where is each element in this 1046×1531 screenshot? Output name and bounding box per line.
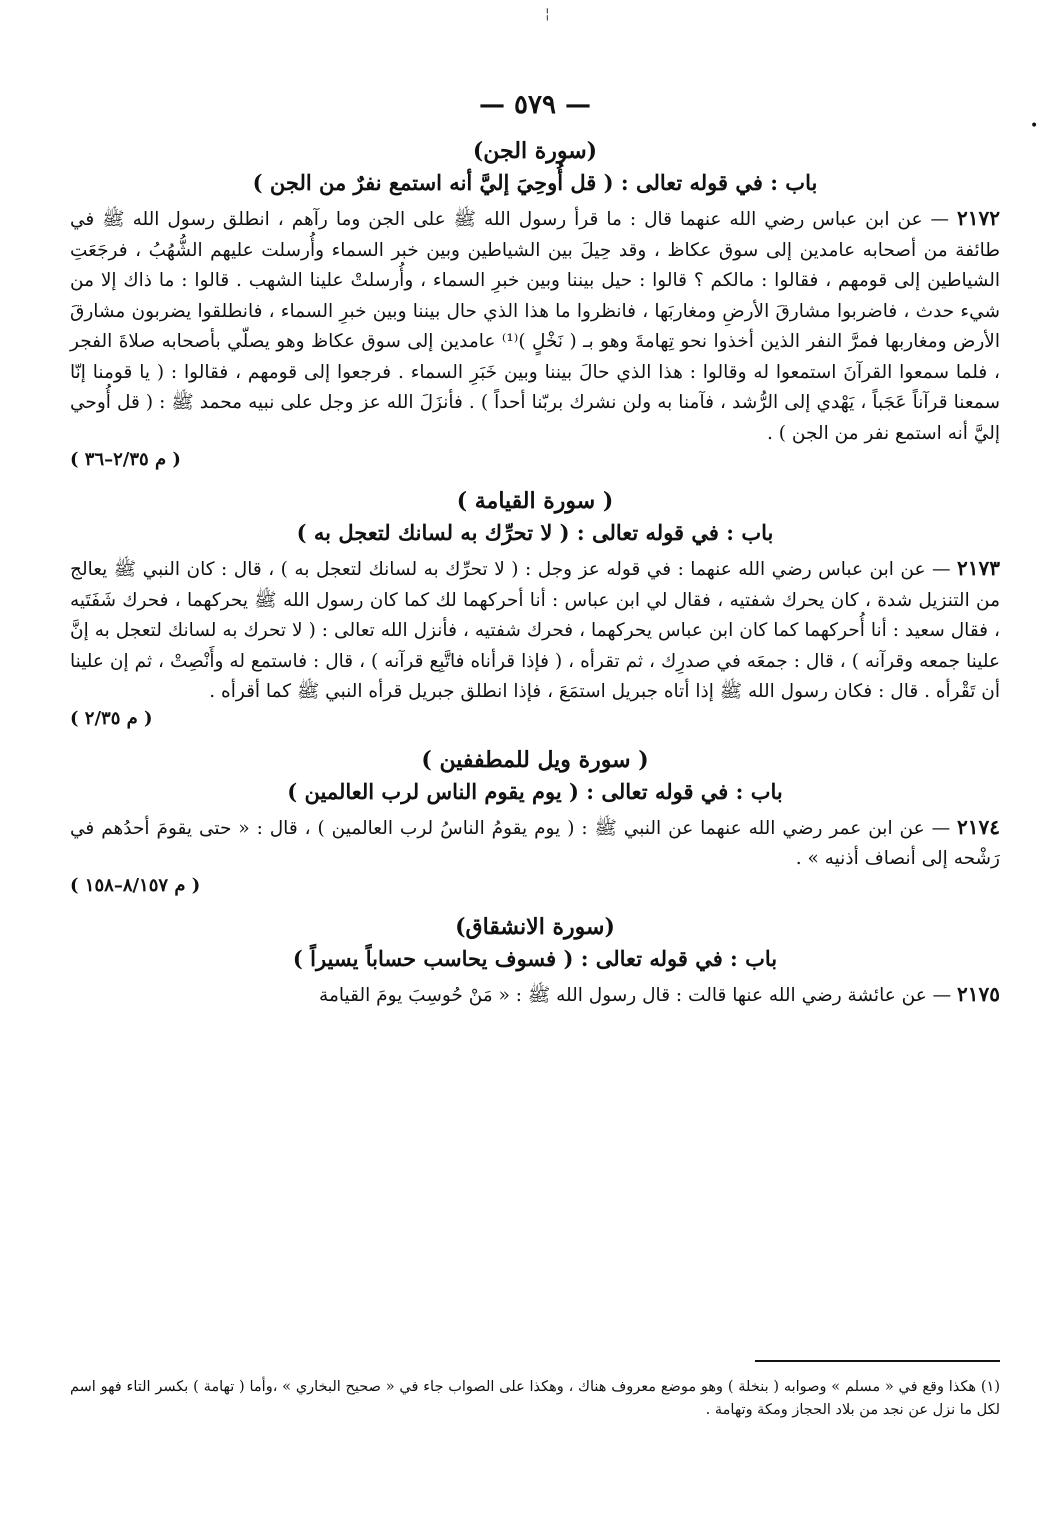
bab-title: باب : في قوله تعالى : ( قل أُوحِيَ إليَّ أنه استمع نفرٌ من الجن )	[252, 170, 818, 195]
hadith-reference: ( م ٨/١٥٧–١٥٨ )	[70, 874, 201, 896]
section-surah-inshiqaq	[70, 914, 1000, 1012]
hadith-reference: ( م ٢/٣٥–٣٦ )	[70, 449, 181, 470]
footnotes	[70, 1360, 1000, 1422]
hadith-number: ٢١٧٥	[957, 981, 1000, 1006]
edge-mark: •	[1030, 118, 1039, 134]
section-surah-mutaffifin	[70, 747, 1000, 896]
hadith-paragraph	[70, 812, 1000, 875]
hadith-text: — عن عائشة رضي الله عنها قالت : قال رسول الله ﷺ : « مَنْ حُوسِبَ يومَ القيامة	[319, 984, 952, 1006]
footnote-text: (١) هكذا وقع في « مسلم » وصوابه ( بنخلة ) وهو موضع معروف هناك ، وهكذا على الصواب جاء في « صحيح البخاري » ،وأما ( تهامة ) بكسر التاء فهو اسم لكل ما نزل عن نجد من بلاد الحجاز ومكة وتهامة .	[70, 1379, 1000, 1418]
bab-title: باب : في قوله تعالى : ( يوم يقوم الناس لرب العالمين )	[287, 778, 783, 804]
bab-title: باب : في قوله تعالى : ( لا تحرِّك به لسانك لتعجل به )	[296, 520, 774, 545]
hadith-paragraph	[70, 553, 1000, 708]
surah-title: (سورة الانشقاق)	[455, 913, 615, 940]
hadith-text: — عن ابن عباس رضي الله عنهما : في قوله عز وجل : ( لا تحرِّك به لسانك لتعجل به ) ، قال : كان النبي ﷺ يعالج من التنزيل شدة ، كان يحرك شفتيه ، فقال لي ابن عباس : أنا أحركهما لك كما كان رسول الله ﷺ يحركهما ، فحرك شَفَتَيه ، فقال سعيد : أنا أُحركهما كما كان ابن عباس يحركهما ، فحرك شفتيه ، فأنزل الله تعالى : ( لا تحرك به لسانك لتعجل به إنَّ علينا جمعه وقرآنه ) ، قال : جمعَه في صدرِك ، ثم تقرأه ، ( فإذا قرأناه فاتَّبِع قرآنه ) ، قال : فاستمع له وأَنْصِتْ ، ثم إن علينا أن تَقْرأه . قال : فكان رسول الله ﷺ إذا أتاه جبريل استمَعَ ، فإذا انطلق جبريل قرأه النبي ﷺ كما أقرأه .	[70, 559, 1000, 702]
section-surah-jinn	[70, 138, 1000, 470]
bab-title: باب : في قوله تعالى : ( فسوف يحاسب حساباً يسيراً )	[292, 945, 778, 971]
hadith-number: ٢١٧٣	[957, 556, 1001, 580]
page-top-mark: ¦	[545, 6, 550, 22]
hadith-number: ٢١٧٢	[957, 206, 1000, 230]
surah-title: ( سورة القيامة )	[456, 488, 614, 514]
hadith-paragraph	[70, 979, 1000, 1012]
footnote-divider	[755, 1360, 1000, 1362]
hadith-text: — عن ابن عمر رضي الله عنهما عن النبي ﷺ : ( يوم يقومُ الناسُ لرب العالمين ) ، قال : « حتى يقومَ أحدُهم في رَشْحه إلى أنصاف أذنيه » .	[70, 817, 1000, 869]
section-surah-qiyamah	[70, 488, 1000, 729]
hadith-text: — عن ابن عباس رضي الله عنهما قال : ما قرأ رسول الله ﷺ على الجن وما رآهم ، انطلق رسول الله ﷺ في طائفة من أصحابه عامدين إلى سوق عكاظ ، وقد حِيلَ بين الشياطين وبين خبر السماء وأُرسلت عليهم الشُّهُبُ ، فرجَعَتِ الشياطين إلى قومهم ، فقالوا : مالكم ؟ قالوا : حيل بيننا وبين خبرِ السماء ، وأُرسلتْ علينا الشهب . قالوا : ما ذاك إلا من شيء حدث ، فاضربوا مشارقَ الأرضِ ومغاربَها ، فانظروا ما هذا الذي حال بيننا وبين خبرِ السماء ، فانطلقوا يضربون مشارقَ الأرض ومغاربها فمرَّ النفر الذين أخذوا نحو تِهامةَ وهو بـ ( نَخْلٍ )⁽¹⁾ عامدين إلى سوق عكاظ وهو يصلّي بأصحابه صلاةَ الفجر ، فلما سمعوا القرآنَ استمعوا له وقالوا : هذا الذي حالَ بيننا وبين خَبَرِ السماء . فرجعوا إلى قومهم ، فقالوا : ( يا قومنا إنّا سمعنا قرآناً عَجَباً ، يَهْدي إلى الرُّشد ، فآمنا به ولن نشرك بربّنا أحداً ) . فأنزَلَ الله عز وجل على نبيه محمد ﷺ : ( قل أُوحي إليَّ أنه استمع نفر من الجن ) .	[70, 209, 1000, 444]
page-body	[70, 90, 1000, 1029]
surah-title: (سورة الجن)	[472, 138, 598, 164]
surah-title: ( سورة ويل للمطففين )	[421, 746, 649, 773]
hadith-paragraph	[70, 203, 1000, 449]
page-number: — ٥٧٩ —	[478, 90, 592, 120]
hadith-reference: ( م ٢/٣٥ )	[70, 707, 153, 729]
hadith-number: ٢١٧٤	[957, 814, 1000, 839]
